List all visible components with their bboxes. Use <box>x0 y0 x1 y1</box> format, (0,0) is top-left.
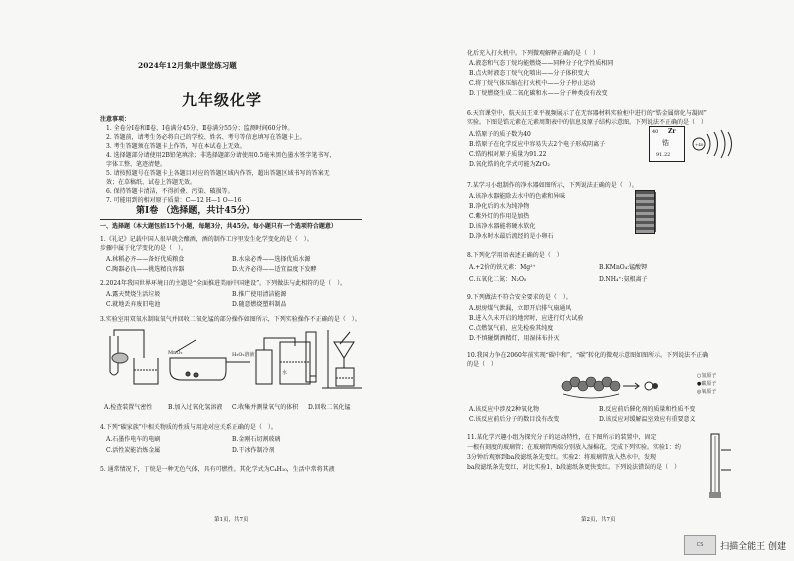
q10-option-b: B.反应前后催化剂的质量和性质不变 <box>599 406 696 413</box>
question-8: 8.下列化学用语表述正确的是（ ） <box>467 252 563 259</box>
q9-option-c: C.点燃氢气前，应先检验其纯度 <box>469 325 554 332</box>
exam-title: 2024年12月集中课堂练习题 <box>138 61 237 70</box>
legend-hydrogen: ○氢原子 <box>697 373 717 379</box>
divider <box>100 219 362 220</box>
page-footer-right: 第2页，共7页 <box>581 517 616 523</box>
question-11-line3: 3分钟后观察到ba段滤纸条先变红。实验2：将玻璃管放入热水中，发现 <box>467 454 657 461</box>
note-item: 5. 请按照题号在答题卡上各题目对应的答题区域内作答，超出答题区域书写的答案无 <box>106 170 330 177</box>
scanner-watermark <box>684 535 786 555</box>
zr-name: 锆 <box>662 139 669 147</box>
scanner-label: 扫描全能王 创建 <box>720 541 786 552</box>
q1-option-a: A.秫稻必齐——备好优质粮食 <box>106 256 185 263</box>
q2-option-d: D.随意燃烧塑料制品 <box>232 301 287 308</box>
q2-option-a: A.露天焚烧生活垃圾 <box>106 291 161 298</box>
question-6-cont: 实验。下图是锆元素在元素周期表中的信息及原子结构示意图。下列说法不正确的是（ ） <box>467 119 708 126</box>
q8-option-a: A.+2价的铁元素：Mg²⁺ <box>469 264 536 271</box>
lab-apparatus-figure <box>100 328 365 400</box>
question-10-cont: 的是（ ） <box>467 361 498 368</box>
q4-option-d: D.干冰作制冷剂 <box>232 447 275 454</box>
note-item: 4. 选择题部分请使用2B铅笔填涂；非选择题部分请使用0.5毫米黑色墨水签字笔书写， <box>106 152 336 159</box>
q6-option-a: A.锆原子的质子数为40 <box>469 131 531 138</box>
q9-option-a: A.厨房煤气泄漏，立即开启排气扇通风 <box>469 305 572 312</box>
q3-caption-d: D.回收二氧化锰 <box>308 404 351 411</box>
q10-option-d: D.该反应对缓解温室效应有重要意义 <box>599 416 696 423</box>
question-5-cont: 化后充入打火机中。下列微观解释正确的是（ ） <box>467 50 600 57</box>
q1-option-b: B.水泉必香——选择优质水源 <box>232 256 311 263</box>
question-7: 7.某学习小组制作的净水器如图所示，下列说法正确的是（ ）。 <box>467 182 638 189</box>
question-9: 9.下列做法不符合安全要求的是（ ）。 <box>467 294 572 301</box>
q3-caption-b: B.加入过氧化氢溶液 <box>168 404 223 411</box>
q7-option-d: D.该净水器能将硬水软化 <box>469 223 536 230</box>
question-3: 3.实验室用双氧水制取氧气并回收二氧化锰的部分操作如图所示，下列实验操作不正确的是（ ）。 <box>100 316 361 323</box>
q3-caption-c: C.收集并测量氧气的体积 <box>232 404 299 411</box>
q2-option-b: B.推广使用清洁能源 <box>232 291 287 298</box>
q4-option-c: C.活性炭能冶炼金属 <box>106 447 161 454</box>
question-6: 6.天宫课堂中，航天员王亚平视频展示了在无容器材料实验柜中进行的“锆金属熔化与凝固” <box>467 110 707 117</box>
figure-c-collect-o2 <box>256 332 316 384</box>
label-mno2: MnO₂ <box>168 350 183 356</box>
legend-carbon: ●碳原子 <box>697 381 717 387</box>
note-item: 2. 答题前，请考生务必将自己的学校、姓名、考号等信息填写在答题卡上。 <box>106 134 306 141</box>
q5-option-d: D.丁烷燃烧生成二氧化碳和水——分子种类没有改变 <box>469 90 608 97</box>
question-11: 11.某化学兴趣小组为探究分子的运动特性，在下图所示的装置中，固定 <box>467 434 657 441</box>
figure-d-filtration <box>322 330 362 388</box>
q4-option-b: B.金刚石切割玻璃 <box>232 436 281 443</box>
q8-option-b: B.KMnO₄:锰酸钾 <box>599 264 648 271</box>
zr-element-cell <box>649 126 685 162</box>
q1-option-c: C.陶器必良——挑选精良容器 <box>106 266 185 273</box>
q3-caption-a: A.检查装置气密性 <box>104 404 153 411</box>
q7-option-b: B.净化后的水为纯净物 <box>469 203 530 210</box>
q4-option-a: A.石墨作电车的电刷 <box>106 436 161 443</box>
note-item: 7. 可能用到的相对原子质量：C—12 H—1 O—16 <box>106 197 242 204</box>
q7-option-c: C.紫外灯的作用是加热 <box>469 213 530 220</box>
question-11-line2: 一根有刻度的玻璃管；在玻璃管两端分别放入湿棉花，完成下列实验。实验1：约 <box>467 444 681 451</box>
subject-title: 九年级化学 <box>182 91 263 109</box>
note-item: 1. 全卷分Ⅰ卷和Ⅱ卷，Ⅰ卷满分45分，Ⅱ卷满分55分；监测时间60分钟。 <box>106 125 294 132</box>
q6-option-c: C.锆的相对原子质量为91.22 <box>469 151 547 158</box>
note-item: 3. 考生答题须在答题卡上作答，写在本试卷上无效。 <box>106 143 246 150</box>
q6-option-d: D.氧化锆的化学式可能为ZrO₂ <box>469 161 550 168</box>
q1-option-d: D.火齐必得——适宜温度下发酵 <box>232 266 317 273</box>
question-5: 5. 通常情况下，丁烷是一种无色气体，具有可燃性。其化学式为C₄H₁₀，生活中常将其液 <box>100 466 335 473</box>
q7-option-a: A.该净水器能除去水中的色素和异味 <box>469 193 566 200</box>
q6-option-b: B.锆原子在化学反应中容易失去2个电子形成阴离子 <box>469 141 606 148</box>
q10-option-a: A.该反应中涉及2种氧化物 <box>469 406 540 413</box>
figure-a-airtightness <box>110 330 158 384</box>
zr-atom-structure-diagram <box>687 126 737 162</box>
question-11-line4: ba段滤纸条先变红，对比实验1，b段滤纸条更快变红。下列说法错误的是（ ） <box>467 464 681 471</box>
legend-oxygen: ◎氧原子 <box>697 389 717 395</box>
note-item: 字体工整、笔迹清楚。 <box>106 161 167 168</box>
question-1: 1.《礼记》记载中国人很早就会酿酒，酒的制作工序里发生化学变化的是（ ）。 <box>100 236 313 243</box>
q5-option-b: B.点火时液态丁烷气化喷出——分子体积变大 <box>469 70 590 77</box>
q8-option-d: D.NH₄⁺:氨根离子 <box>599 276 648 283</box>
question-4: 4.下列“碳家族”中相关物质的性质与用途对应关系正确的是（ ）。 <box>100 424 277 431</box>
zr-mass: 91.22 <box>656 152 671 158</box>
scanner-logo-icon: CS <box>684 535 716 555</box>
label-h2o2: H₂O₂溶液 <box>232 352 255 358</box>
carbon-conversion-diagram <box>547 368 697 406</box>
figure-b-add-h2o2 <box>170 340 250 380</box>
question-10: 10.我国力争在2060年前实现“碳中和”，“碳”转化的微观示意图如图所示。下列说法不正确 <box>467 352 709 359</box>
q9-option-d: D.不慎碰倒酒精灯，用湿抹布扑灭 <box>469 335 560 342</box>
page-footer-left: 第1页，共7页 <box>214 517 249 523</box>
question-2: 2.2024年我国世界环境日的主题是“全面推进美丽中国建设”。下列做法与此相符的是（ ）。 <box>100 280 347 287</box>
svg-text:+40: +40 <box>695 142 704 147</box>
note-item: 6. 保持答题卡清洁，不得折叠、污染、破损等。 <box>106 188 234 195</box>
notes-title: 注意事项： <box>100 116 131 123</box>
zr-symbol: Zr <box>668 128 676 135</box>
question-1-cont: 步骤中属于化学变化的是（ ）。 <box>100 245 188 252</box>
part1-header: 一、选择题（本大题包括15个小题，每题3分，共45分。每小题只有一个选项符合题意） <box>100 223 337 230</box>
q8-option-c: C.五氧化二氮：N₂O₅ <box>469 276 527 283</box>
q7-option-d2: D.净水时水最后流经的是小卵石 <box>469 233 554 240</box>
q9-option-b: B.进入久未开启的地窖时，应进行灯火试验 <box>469 315 584 322</box>
q5-option-a: A.液态和气态丁烷均能燃烧——同种分子化学性质相同 <box>469 60 614 67</box>
purifier-label-lines <box>655 192 676 232</box>
label-water: 水 <box>282 370 288 376</box>
q10-option-c: C.该反应前后分子的数目没有改变 <box>469 416 560 423</box>
q5-option-c: C.将丁烷气体压缩在打火机中——分子停止运动 <box>469 80 596 87</box>
note-item: 效；在草稿纸、试卷上答题无效。 <box>106 179 197 186</box>
section-1-title: 第Ⅰ卷 （选择题，共计45分） <box>136 206 255 216</box>
zr-atomic-number: 40 <box>652 129 659 135</box>
q2-option-c: C.就地丢弃废旧电池 <box>106 301 161 308</box>
glass-tube-figure <box>697 430 737 500</box>
water-purifier-image <box>635 190 655 234</box>
right-page <box>397 0 794 561</box>
